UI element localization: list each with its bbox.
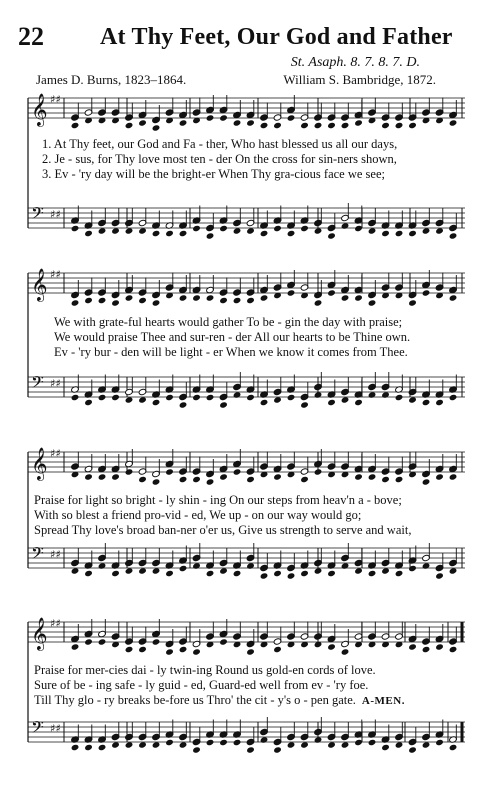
treble-staff-clef: 𝄞: [31, 617, 48, 650]
treble-note: [408, 643, 417, 650]
bass-note: [422, 227, 431, 234]
bass-note: [368, 391, 377, 398]
treble-note: [327, 122, 336, 129]
bass-staff-clef: 𝄢: [31, 203, 44, 227]
bass-note: [273, 746, 282, 753]
bass-note: [287, 572, 296, 579]
music-system-1: [0, 90, 480, 265]
treble-note: [179, 476, 188, 483]
treble-note: [341, 294, 350, 301]
music-system-2: [0, 265, 480, 440]
bass-note: [273, 396, 282, 403]
bass-note: [71, 394, 80, 401]
treble-staff-clef: 𝄞: [31, 447, 48, 480]
music-system-4: [0, 610, 480, 790]
bass-note: [327, 232, 336, 239]
treble-note: [408, 122, 417, 129]
bass-note: [395, 230, 404, 237]
treble-note: [125, 122, 134, 129]
bass-note: [84, 744, 93, 751]
bass-note: [111, 227, 120, 234]
treble-note: [449, 119, 458, 126]
tune-name: St. Asaph. 8. 7. 8. 7. D.: [290, 55, 420, 70]
lyric-verse-3: 3. Ev - 'ry day will be the bright-er When Thy gra-cious face we see;: [42, 167, 385, 181]
bass-staff-key-signature: ♯♯: [50, 548, 61, 561]
bass-note: [192, 225, 201, 232]
bass-note: [287, 394, 296, 401]
treble-note: [165, 468, 174, 475]
lyric-verse-2: 2. Je - sus, for Thy love most ten - der On the cross for sin-ners shown,: [42, 152, 397, 166]
treble-note: [71, 122, 80, 129]
bass-note: [300, 225, 309, 232]
treble-note: [287, 289, 296, 296]
bass-note: [152, 567, 161, 574]
treble-note: [246, 297, 255, 304]
bass-note: [233, 391, 242, 398]
treble-note: [354, 473, 363, 480]
bass-note: [368, 227, 377, 234]
treble-note: [179, 294, 188, 301]
treble-note: [449, 646, 458, 653]
bass-note: [300, 401, 309, 408]
treble-note: [152, 478, 161, 485]
bass-note: [98, 227, 107, 234]
bass-note: [260, 736, 269, 743]
treble-note: [368, 299, 377, 306]
bass-note: [287, 230, 296, 237]
bass-note: [206, 739, 215, 746]
treble-note: [111, 299, 120, 306]
treble-note: [138, 297, 147, 304]
bass-note: [165, 570, 174, 577]
treble-note: [84, 638, 93, 645]
bass-note: [152, 399, 161, 406]
bass-note: [314, 227, 323, 234]
treble-note: [206, 114, 215, 121]
bass-note: [287, 741, 296, 748]
lyric-verse-1: Praise for mer-cies dai - ly twin-ing Round us gold-en cords of love.: [34, 663, 376, 677]
treble-note: [219, 114, 228, 121]
bass-note: [435, 739, 444, 746]
lyric-verse-3-text: Till Thy glo - ry breaks be-fore us Thro' the cit - y's o - pen gate.: [34, 693, 356, 707]
lyric-verse-1: Praise for light so bright - ly shin - ing On our steps from heav'n a - bove;: [34, 493, 402, 507]
treble-note: [233, 119, 242, 126]
bass-note: [165, 230, 174, 237]
bass-note: [125, 227, 134, 234]
bass-note: [260, 399, 269, 406]
bass-note: [327, 741, 336, 748]
bass-note: [422, 741, 431, 748]
treble-note: [395, 476, 404, 483]
bass-note: [395, 741, 404, 748]
treble-note: [273, 473, 282, 480]
treble-note: [327, 289, 336, 296]
bass-note: [138, 227, 147, 234]
bass-note: [233, 570, 242, 577]
bass-note: [125, 741, 134, 748]
treble-note: [435, 643, 444, 650]
bass-note: [435, 572, 444, 579]
treble-note: [327, 643, 336, 650]
treble-note: [314, 122, 323, 129]
bass-note: [449, 567, 458, 574]
treble-note: [233, 297, 242, 304]
bass-note: [179, 565, 188, 572]
bass-note: [246, 394, 255, 401]
treble-note: [260, 294, 269, 301]
treble-note: [246, 119, 255, 126]
bass-note: [327, 570, 336, 577]
bass-note: [125, 396, 134, 403]
treble-note: [449, 473, 458, 480]
treble-staff-key-signature: ♯♯: [50, 268, 61, 281]
treble-note: [84, 473, 93, 480]
treble-note: [314, 299, 323, 306]
bass-note: [192, 562, 201, 569]
treble-note: [354, 294, 363, 301]
bass-note: [395, 570, 404, 577]
lyric-verse-3: [34, 693, 405, 708]
bass-note: [314, 567, 323, 574]
treble-note: [435, 473, 444, 480]
bass-note: [354, 567, 363, 574]
treble-note: [192, 294, 201, 301]
amen-label: A-MEN.: [361, 695, 405, 707]
treble-note: [408, 299, 417, 306]
hymn-header: [0, 0, 480, 95]
bass-note: [138, 567, 147, 574]
treble-note: [71, 643, 80, 650]
bass-note: [246, 562, 255, 569]
treble-note: [273, 122, 282, 129]
bass-note: [260, 572, 269, 579]
bass-note: [341, 562, 350, 569]
treble-note: [152, 124, 161, 131]
treble-note: [125, 646, 134, 653]
treble-note: [192, 648, 201, 655]
bass-note: [206, 570, 215, 577]
author-credit: James D. Burns, 1823–1864.: [36, 72, 187, 87]
bass-note: [111, 570, 120, 577]
treble-note: [138, 646, 147, 653]
treble-note: [138, 476, 147, 483]
bass-note: [71, 744, 80, 751]
treble-note: [125, 294, 134, 301]
bass-note: [408, 396, 417, 403]
treble-note: [314, 468, 323, 475]
bass-staff-key-signature: ♯♯: [50, 377, 61, 390]
bass-note: [179, 401, 188, 408]
bass-note: [111, 741, 120, 748]
treble-note: [179, 646, 188, 653]
treble-note: [98, 638, 107, 645]
treble-note: [381, 476, 390, 483]
bass-note: [354, 225, 363, 232]
bass-staff-clef: 𝄢: [31, 543, 44, 567]
treble-note: [152, 638, 161, 645]
bass-note: [246, 746, 255, 753]
treble-note: [98, 473, 107, 480]
bass-staff-key-signature: ♯♯: [50, 208, 61, 221]
treble-note: [219, 638, 228, 645]
bass-note: [138, 396, 147, 403]
bass-note: [152, 230, 161, 237]
treble-staff-clef: 𝄞: [31, 268, 48, 301]
treble-note: [381, 122, 390, 129]
bass-note: [179, 230, 188, 237]
bass-note: [354, 399, 363, 406]
treble-note: [300, 122, 309, 129]
bass-note: [341, 222, 350, 229]
treble-staff-key-signature: ♯♯: [50, 617, 61, 630]
treble-note: [206, 294, 215, 301]
bass-note: [219, 567, 228, 574]
bass-note: [381, 744, 390, 751]
treble-note: [71, 299, 80, 306]
bass-note: [179, 741, 188, 748]
lyric-verse-1: 1. At Thy feet, our God and Fa - ther, Who hast blessed us all our days,: [42, 137, 398, 151]
bass-note: [233, 227, 242, 234]
bass-note: [314, 736, 323, 743]
treble-note: [287, 114, 296, 121]
bass-note: [408, 230, 417, 237]
treble-note: [422, 646, 431, 653]
bass-note: [341, 741, 350, 748]
bass-note: [165, 739, 174, 746]
bass-note: [422, 562, 431, 569]
bass-note: [71, 567, 80, 574]
treble-note: [273, 646, 282, 653]
bass-note: [381, 567, 390, 574]
bass-note: [84, 570, 93, 577]
treble-note: [152, 299, 161, 306]
treble-note: [422, 289, 431, 296]
bass-note: [449, 744, 458, 751]
bass-staff-clef: 𝄢: [31, 372, 44, 396]
lyric-verse-2: Sure of be - ing safe - ly guid - ed, Guard-ed well from ev - 'ry foe.: [34, 678, 369, 692]
bass-note: [273, 225, 282, 232]
lyric-verse-3: Ev - 'ry bur - den will be light - er When we know it comes from Thee.: [54, 345, 408, 359]
treble-note: [341, 648, 350, 655]
bass-note: [449, 232, 458, 239]
bass-note: [273, 570, 282, 577]
treble-staff-key-signature: ♯♯: [50, 447, 61, 460]
bass-note: [260, 230, 269, 237]
bass-note: [219, 739, 228, 746]
treble-note: [395, 122, 404, 129]
treble-note: [246, 648, 255, 655]
treble-note: [260, 122, 269, 129]
lyric-verse-2: We would praise Thee and sur-ren - der All our hearts to be Thine own.: [54, 330, 411, 344]
bass-note: [192, 746, 201, 753]
bass-note: [98, 394, 107, 401]
treble-note: [233, 468, 242, 475]
bass-note: [300, 570, 309, 577]
bass-note: [368, 739, 377, 746]
bass-note: [206, 232, 215, 239]
bass-note: [368, 570, 377, 577]
treble-note: [449, 294, 458, 301]
bass-note: [354, 739, 363, 746]
music-system-3: [0, 440, 480, 610]
treble-note: [192, 476, 201, 483]
bass-note: [449, 394, 458, 401]
bass-note: [314, 391, 323, 398]
bass-note: [408, 746, 417, 753]
bass-note: [192, 394, 201, 401]
bass-note: [111, 394, 120, 401]
composer-credit: William S. Bambridge, 1872.: [283, 72, 436, 87]
treble-note: [422, 478, 431, 485]
bass-note: [152, 741, 161, 748]
treble-note: [84, 297, 93, 304]
bass-note: [381, 230, 390, 237]
treble-note: [165, 648, 174, 655]
lyric-verse-2: With so blest a friend pro-vid - ed, We up - on our way would go;: [34, 508, 362, 522]
hymn-title: At Thy Feet, Our God and Father: [100, 24, 453, 50]
treble-note: [138, 119, 147, 126]
treble-note: [125, 468, 134, 475]
bass-note: [300, 741, 309, 748]
bass-note: [84, 399, 93, 406]
bass-note: [165, 394, 174, 401]
hymn-number: 22: [18, 22, 44, 51]
bass-note: [125, 567, 134, 574]
bass-note: [246, 227, 255, 234]
bass-note: [138, 741, 147, 748]
bass-note: [98, 562, 107, 569]
bass-staff-key-signature: ♯♯: [50, 722, 61, 735]
treble-note: [219, 297, 228, 304]
bass-note: [327, 399, 336, 406]
treble-note: [368, 473, 377, 480]
bass-note: [219, 225, 228, 232]
bass-note: [395, 394, 404, 401]
treble-staff-key-signature: ♯♯: [50, 93, 61, 106]
treble-note: [98, 297, 107, 304]
treble-staff-clef: 𝄞: [31, 93, 48, 126]
bass-staff-clef: 𝄢: [31, 717, 44, 741]
bass-note: [98, 744, 107, 751]
bass-note: [381, 391, 390, 398]
treble-note: [206, 478, 215, 485]
bass-note: [84, 230, 93, 237]
bass-note: [341, 396, 350, 403]
bass-note: [233, 739, 242, 746]
treble-note: [111, 473, 120, 480]
treble-note: [179, 119, 188, 126]
bass-note: [435, 399, 444, 406]
treble-note: [219, 473, 228, 480]
treble-note: [300, 476, 309, 483]
bass-note: [219, 401, 228, 408]
bass-note: [422, 399, 431, 406]
treble-note: [354, 119, 363, 126]
lyric-verse-3: Spread Thy love's broad ban-ner o'er us, Give us strength to serve and wait,: [34, 523, 412, 537]
lyric-verse-1: We with grate-ful hearts would gather To be - gin the day with praise;: [54, 315, 403, 329]
treble-note: [246, 476, 255, 483]
treble-note: [341, 122, 350, 129]
bass-note: [206, 394, 215, 401]
bass-note: [71, 225, 80, 232]
bass-note: [435, 227, 444, 234]
